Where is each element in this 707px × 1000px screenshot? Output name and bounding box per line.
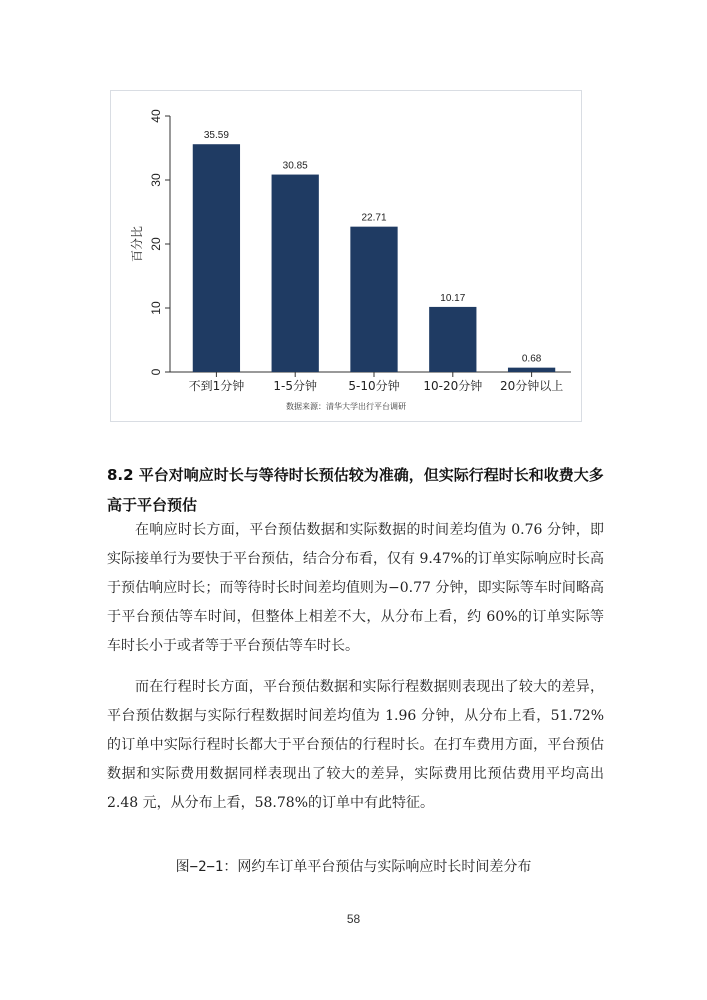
- x-tick-label-2: 5-10分钟: [348, 379, 400, 393]
- y-tick-label-0: 0: [149, 368, 163, 376]
- chart-svg: [111, 91, 581, 421]
- x-tick-label-4: 20分钟以上: [499, 379, 564, 393]
- data-label-1: 30.85: [282, 160, 308, 172]
- bar-chart: [110, 90, 582, 422]
- x-tick-label-3: 10-20分钟: [423, 379, 483, 393]
- data-label-2: 22.71: [361, 212, 387, 224]
- bar-1: [272, 175, 319, 372]
- y-tick-label-4: 40: [149, 109, 163, 123]
- data-label-4: 0.68: [521, 353, 542, 365]
- bar-4: [508, 368, 555, 372]
- bar-2: [350, 227, 397, 372]
- x-tick-label-0: 不到1分钟: [188, 379, 245, 393]
- source-note: 数据来源：清华大学出行平台调研: [286, 402, 406, 411]
- y-tick-label-2: 20: [149, 237, 163, 251]
- y-tick-label-1: 10: [149, 301, 163, 315]
- figure-caption: 图−2−1：网约车订单平台预估与实际响应时长时间差分布: [175, 859, 532, 875]
- y-axis-title: 百分比: [130, 225, 144, 263]
- data-label-3: 10.17: [440, 292, 466, 304]
- paragraph-2: 而在行程时长方面，平台预估数据和实际行程数据则表现出了较大的差异，平台预估数据与实际行程数据时间差均值为 1.96 分钟，从分布上看，51.72%的订单中实际行程时长都大于平台预估的行程时长。在打车费用方面，平台预估数据和实际费用数据同样表现出了较大的差异，实际费用比预估费用平均高出 2.48 元，从分布上看，58.78%的订单中有此特征。: [107, 679, 604, 811]
- data-label-0: 35.59: [203, 130, 229, 142]
- bar-3: [429, 307, 476, 372]
- paragraph-1: 在响应时长方面，平台预估数据和实际数据的时间差均值为 0.76 分钟，即实际接单行为要快于平台预估，结合分布看，仅有 9.47%的订单实际响应时长高于预估响应时长；而等待时长时间差均值则为−0.77 分钟，即实际等车时间略高于平台预估等车时间，但整体上相差不大，从分布上看，约 60%的订单实际等车时长小于或者等于平台预估等车时长。: [107, 522, 604, 654]
- x-tick-label-1: 1-5分钟: [273, 379, 318, 393]
- y-tick-label-3: 30: [149, 173, 163, 187]
- page-number: 58: [346, 912, 361, 926]
- bar-0: [193, 144, 240, 372]
- section-heading: 8.2 平台对响应时长与等待时长预估较为准确，但实际行程时长和收费大多高于平台预估: [107, 466, 604, 514]
